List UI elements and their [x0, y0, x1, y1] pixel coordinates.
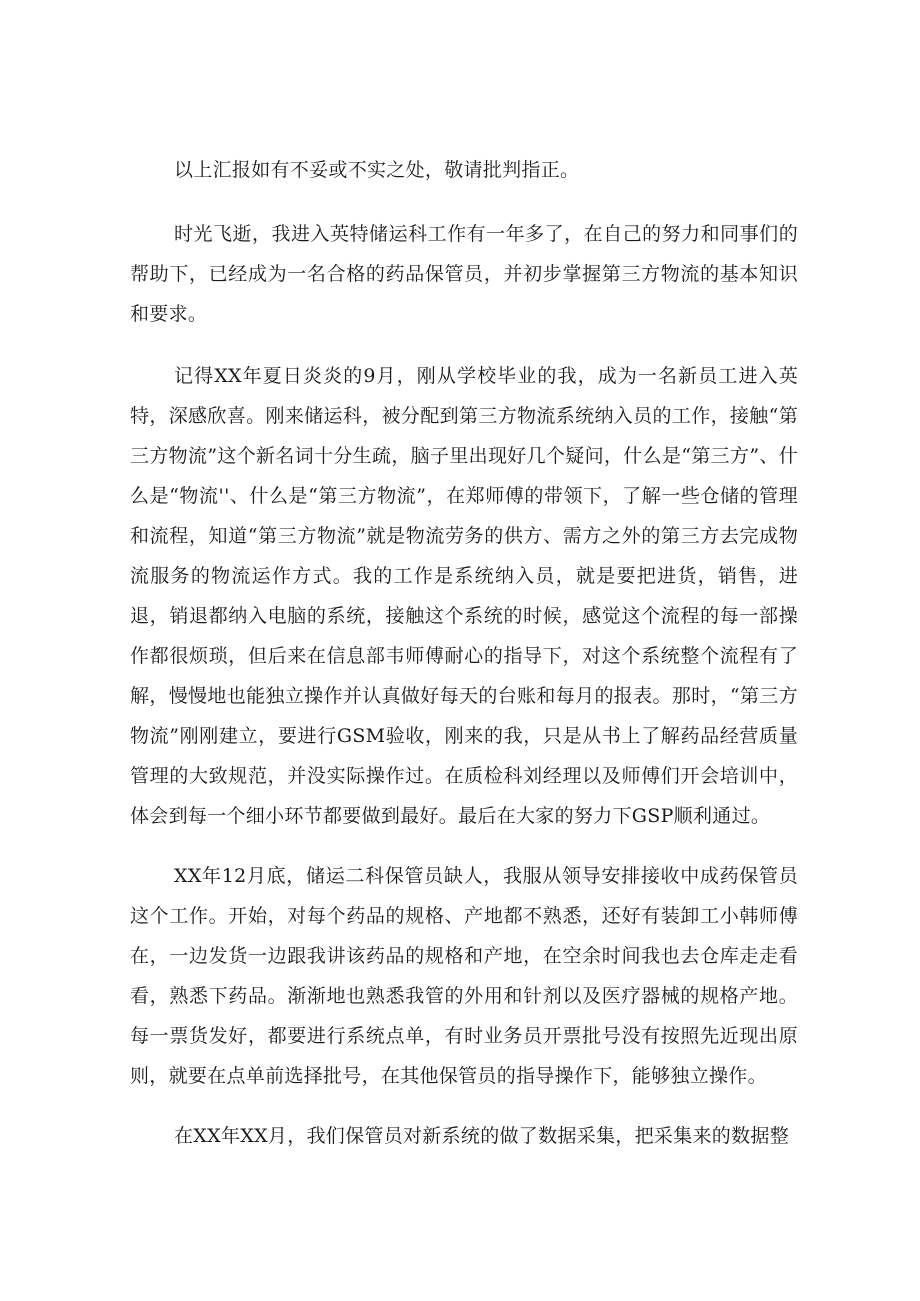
paragraph-closing-remark: 以上汇报如有不妥或不实之处，敬请批判指正。 [174, 159, 580, 181]
document-body [130, 150, 798, 1156]
paragraph-storekeeper: XX年12月底，储运二科保管员缺人，我服从领导安排接收中成药保管员这个工作。开始，对每个药品的规格、产地都不熟悉，还好有装卸工小韩师傅在，一边发货一边跟我讲该药品的规格和产地，在空余时间我也去仓库走走看看，熟悉下药品。渐渐地也熟悉我管的外用和针剂以及医疗器械的规格产地。每一票货发好，都要进行系统点单，有时业务员开票批号没有按照先近现出原则，就要在点单前选择批号，在其他保管员的指导操作下，能够独立操作。 [130, 865, 798, 1087]
paragraph-intro: 时光飞逝，我进入英特储运科工作有一年多了，在自己的努力和同事们的帮助下，已经成为一名合格的药品保管员，并初步掌握第三方物流的基本知识和要求。 [130, 223, 798, 325]
paragraph-first-job: 记得XX年夏日炎炎的9月，刚从学校毕业的我，成为一名新员工进入英特，深感欣喜。刚来储运科，被分配到第三方物流系统纳入员的工作，接触“第三方物流”这个新名词十分生疏，脑子里出现好几个疑问，什么是“第三方”、什么是“物流''、什么是“第三方物流”，在郑师傅的带领下，了解一些仓储的管理和流程，知道“第三方物流”就是物流劳务的供方、需方之外的第三方去完成物流服务的物流运作方式。我的工作是系统纳入员，就是要把进货，销售，进退，销退都纳入电脑的系统，接触这个系统的时候，感觉这个流程的每一部操作都很烦琐，但后来在信息部韦师傅耐心的指导下，对这个系统整个流程有了解，慢慢地也能独立操作并认真做好每天的台账和每月的报表。那时，“第三方物流”刚刚建立，要进行GSM验收，刚来的我，只是从书上了解药品经营质量管理的大致规范，并没实际操作过。在质检科刘经理以及师傅们开会培训中，体会到每一个细小环节都要做到最好。最后在大家的努力下GSP顺利通过。 [130, 365, 798, 827]
paragraph-new-system: 在XX年XX月，我们保管员对新系统的做了数据采集，把采集来的数据整 [174, 1125, 790, 1147]
